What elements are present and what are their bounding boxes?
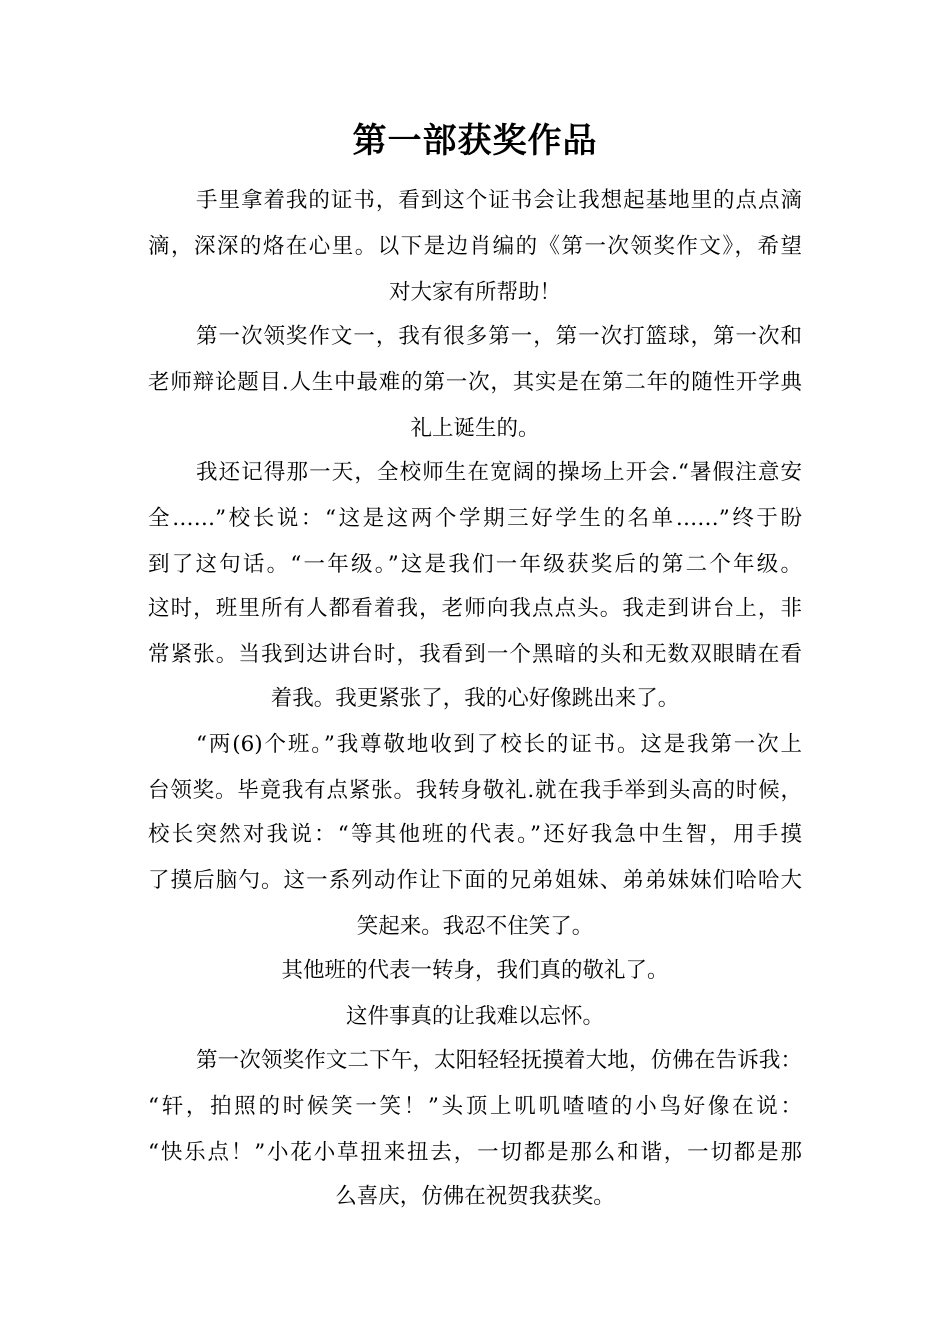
text-line: 其他班的代表一转身，我们真的敬礼了。 [281, 958, 669, 983]
text-line: 校长突然对我说：“等其他班的代表。”还好我急中生智，用手摸 [148, 822, 802, 847]
text-line: “快乐点！”小花小草扭来扭去，一切都是那么和谐，一切都是那 [148, 1140, 802, 1165]
text-line: 到了这句话。“一年级。”这是我们一年级获奖后的第二个年级。 [148, 552, 802, 577]
text-line: 滴，深深的烙在心里。以下是边肖编的《第一次领奖作文》，希望 [148, 234, 802, 259]
text-line: 了摸后脑勺。这一系列动作让下面的兄弟姐妹、弟弟妹妹们哈哈大 [148, 868, 802, 893]
text-line: 台领奖。毕竟我有点紧张。我转身敬礼.就在我手举到头高的时候， [148, 778, 802, 803]
text-line: 这时，班里所有人都看着我，老师向我点点头。我走到讲台上，非 [148, 596, 802, 621]
text-line: 么喜庆，仿佛在祝贺我获奖。 [335, 1184, 615, 1209]
text-line: 笑起来。我忍不住笑了。 [356, 914, 594, 939]
text-line: 我还记得那一天，全校师生在宽阔的操场上开会.“暑假注意安 [196, 460, 802, 485]
text-line: “两(6)个班。”我尊敬地收到了校长的证书。这是我第一次上 [196, 732, 802, 757]
text-line: 常紧张。当我到达讲台时，我看到一个黑暗的头和无数双眼睛在看 [148, 642, 802, 667]
text-line: 第一次领奖作文二下午，太阳轻轻抚摸着大地，仿佛在告诉我： [196, 1048, 802, 1073]
text-line: 对大家有所帮助！ [388, 280, 561, 305]
text-line: “轩，拍照的时候笑一笑！”头顶上叽叽喳喳的小鸟好像在说： [148, 1094, 802, 1119]
text-line: 着我。我更紧张了，我的心好像跳出来了。 [270, 686, 680, 711]
text-line: 全……”校长说：“这是这两个学期三好学生的名单……”终于盼 [148, 506, 802, 531]
text-line: 第一次领奖作文一，我有很多第一，第一次打篮球，第一次和 [196, 324, 802, 349]
text-line: 手里拿着我的证书，看到这个证书会让我想起基地里的点点滴 [196, 188, 802, 213]
text-line: 这件事真的让我难以忘怀。 [345, 1004, 604, 1029]
text-line: 礼上诞生的。 [410, 416, 540, 441]
document-title: 第一部获奖作品 [352, 121, 598, 161]
text-line: 老师辩论题目.人生中最难的第一次，其实是在第二年的随性开学典 [148, 370, 802, 395]
